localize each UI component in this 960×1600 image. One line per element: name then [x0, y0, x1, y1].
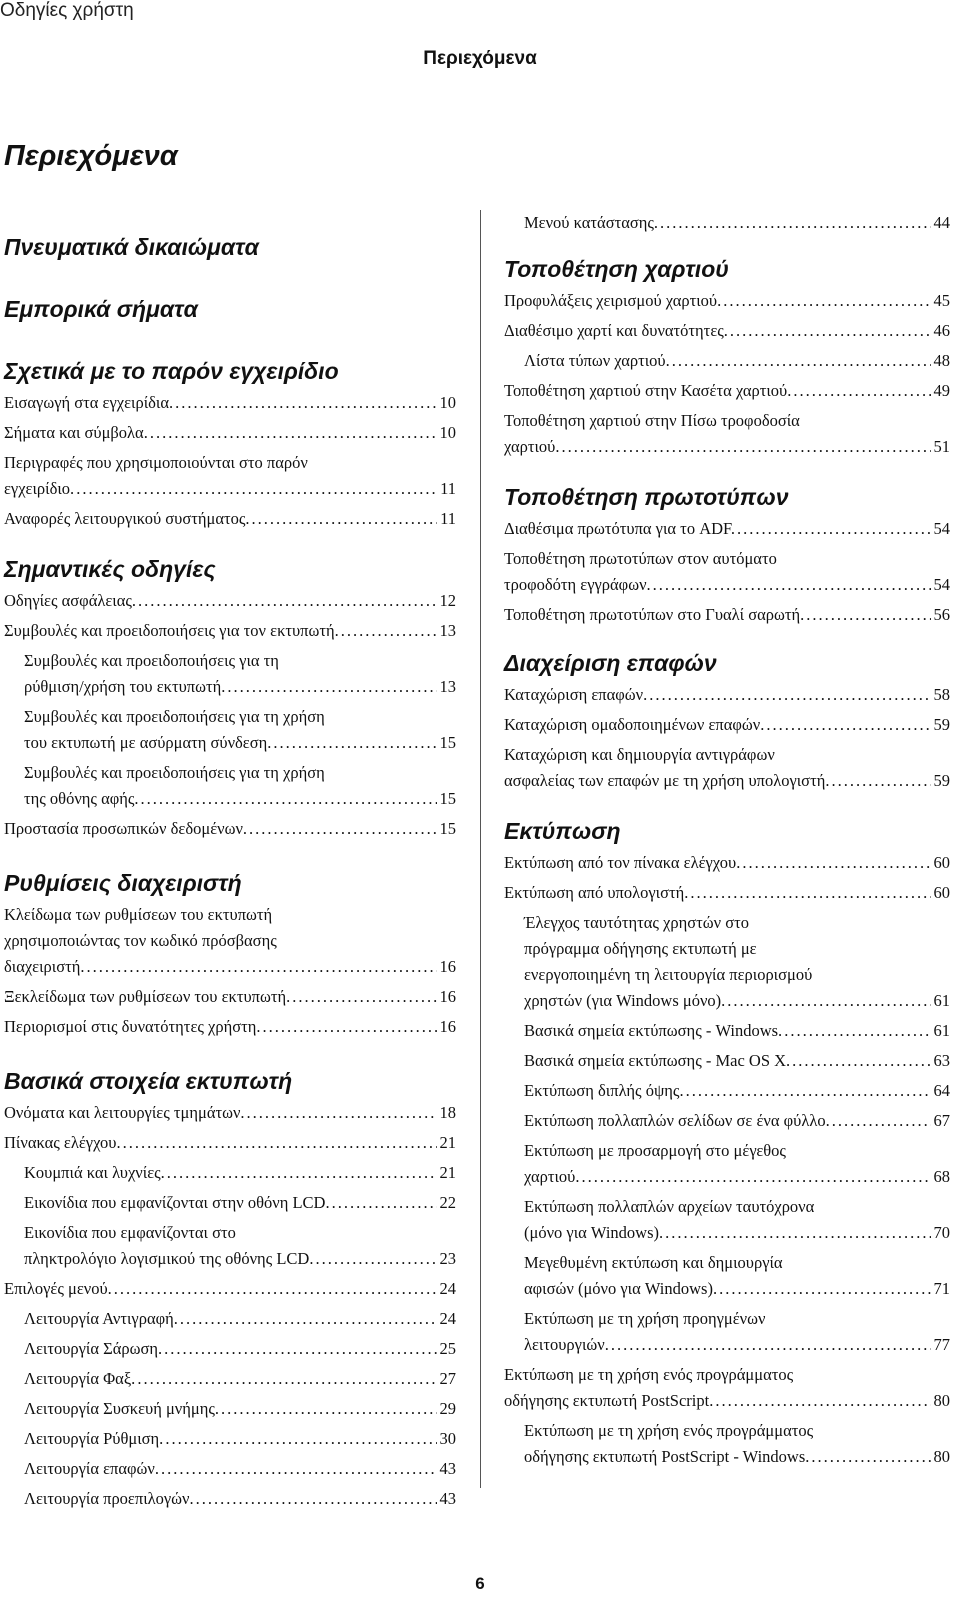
- toc-page-number: 80: [933, 1447, 950, 1466]
- toc-entry-text: Έλεγχος ταυτότητας χρηστών στο: [524, 913, 749, 932]
- toc-entry[interactable]: [4, 1456, 456, 1482]
- toc-entry-text: Εκτύπωση πολλαπλών σελίδων σε ένα φύλλο.: [524, 1111, 830, 1130]
- toc-page-number: 48: [933, 351, 950, 370]
- toc-page-number: 15: [439, 819, 456, 838]
- toc-entry-text: Συμβουλές και προειδοποιήσεις για τη χρήση: [24, 707, 325, 726]
- dot-leader: [804, 602, 930, 628]
- toc-page-number: 11: [440, 509, 456, 528]
- toc-entry[interactable]: [4, 984, 456, 1010]
- toc-entry-text: Διαθέσιμα πρωτότυπα για το ADF.: [504, 519, 735, 538]
- dot-leader: [330, 1190, 437, 1216]
- toc-entry[interactable]: [4, 1306, 456, 1332]
- toc-section-heading[interactable]: Τοποθέτηση πρωτοτύπων: [504, 484, 789, 510]
- dot-leader: [250, 506, 438, 532]
- toc-entry-text: Τοποθέτηση πρωτοτύπων στο Γυαλί σαρωτή.: [504, 605, 805, 624]
- toc-entry[interactable]: [4, 390, 456, 416]
- dot-leader: [688, 880, 930, 906]
- toc-entry[interactable]: [504, 880, 950, 906]
- toc-entry-text: Περιορισμοί στις δυνατότητες χρήστη.: [4, 1017, 261, 1036]
- toc-page-number: 54: [933, 519, 950, 538]
- dot-leader: [159, 1456, 437, 1482]
- dot-leader: [647, 682, 930, 708]
- toc-page-number: 49: [933, 381, 950, 400]
- toc-page-number: 58: [933, 685, 950, 704]
- toc-entry[interactable]: [4, 506, 456, 532]
- toc-entry[interactable]: [4, 704, 456, 756]
- toc-entry-text: ρύθμιση/χρήση του εκτυπωτή.: [24, 677, 226, 696]
- toc-page-number: 30: [439, 1429, 456, 1448]
- toc-page-number: 44: [933, 213, 950, 232]
- toc-entry-text: Κουμπιά και λυχνίες.: [24, 1163, 165, 1182]
- toc-page-number: 16: [439, 957, 456, 976]
- toc-page-number: 10: [439, 423, 456, 442]
- toc-entry[interactable]: [4, 902, 456, 980]
- toc-entry-text: του εκτυπωτή με ασύρματη σύνδεση.: [24, 733, 272, 752]
- toc-entry[interactable]: [4, 1100, 456, 1126]
- toc-entry[interactable]: [504, 408, 950, 460]
- dot-leader: [173, 390, 436, 416]
- toc-entry-text: Λειτουργία Αντιγραφή.: [24, 1309, 178, 1328]
- toc-page-number: 59: [933, 771, 950, 790]
- toc-entry-text: λειτουργιών.: [524, 1335, 609, 1354]
- dot-leader: [713, 1388, 930, 1414]
- toc-entry[interactable]: [504, 1306, 950, 1358]
- toc-page-number: 16: [439, 1017, 456, 1036]
- dot-leader: [247, 816, 436, 842]
- toc-entry-text: Εκτύπωση με τη χρήση ενός προγράμματος: [504, 1365, 794, 1384]
- dot-leader: [225, 674, 436, 700]
- toc-section-heading[interactable]: Σχετικά με το παρόν εγχειρίδιο: [4, 358, 339, 384]
- dot-leader: [663, 1220, 930, 1246]
- dot-leader: [261, 1014, 437, 1040]
- toc-page-number: 13: [439, 677, 456, 696]
- toc-entry[interactable]: [504, 850, 950, 876]
- dot-leader: [290, 984, 436, 1010]
- toc-entry-text: Μενού κατάστασης.: [524, 213, 659, 232]
- toc-page-number: 29: [439, 1399, 456, 1418]
- toc-entry[interactable]: [504, 1194, 950, 1246]
- dot-leader: [136, 588, 436, 614]
- toc-page-number: 15: [439, 733, 456, 752]
- toc-entry-text: Εικονίδια που εμφανίζονται στο: [24, 1223, 236, 1242]
- toc-page-number: 12: [439, 591, 456, 610]
- dot-leader: [658, 210, 930, 236]
- toc-entry[interactable]: [4, 1220, 456, 1272]
- page-number: 6: [475, 1574, 485, 1593]
- toc-page-number: 60: [933, 853, 950, 872]
- dot-leader: [194, 1486, 437, 1512]
- toc-entry-text: Εκτύπωση από τον πίνακα ελέγχου.: [504, 853, 741, 872]
- toc-entry-text: Τοποθέτηση χαρτιού στην Κασέτα χαρτιού.: [504, 381, 792, 400]
- dot-leader: [809, 1444, 930, 1470]
- toc-entry-text: Εισαγωγή στα εγχειρίδια.: [4, 393, 174, 412]
- toc-entry-text: της οθόνης αφής.: [24, 789, 139, 808]
- toc-entry[interactable]: [4, 1190, 456, 1216]
- toc-entry-text: οδήγησης εκτυπωτή PostScript - Windows.: [524, 1447, 810, 1466]
- toc-entry-text: Κλείδωμα των ρυθμίσεων του εκτυπωτή: [4, 905, 273, 924]
- toc-entry[interactable]: [504, 1018, 950, 1044]
- toc-entry-text: Τοποθέτηση χαρτιού στην Πίσω τροφοδοσία: [504, 411, 800, 430]
- toc-entry-text: Λειτουργία Ρύθμιση.: [24, 1429, 164, 1448]
- toc-entry-text: χρηστών (για Windows μόνο).: [524, 991, 726, 1010]
- toc-entry-text: πληκτρολόγιο λογισμικού της οθόνης LCD.: [24, 1249, 314, 1268]
- toc-entry[interactable]: [4, 1276, 456, 1302]
- toc-entry-text: Συμβουλές και προειδοποιήσεις για τη χρήση: [24, 763, 325, 782]
- toc-entry[interactable]: [4, 1426, 456, 1452]
- toc-section-heading[interactable]: Διαχείριση επαφών: [504, 650, 717, 676]
- toc-entry[interactable]: [4, 816, 456, 842]
- dot-leader: [717, 1276, 930, 1302]
- toc-entry[interactable]: [504, 210, 950, 236]
- dot-leader: [139, 786, 437, 812]
- toc-entry-text: Εκτύπωση με τη χρήση προηγμένων: [524, 1309, 766, 1328]
- toc-entry-text: Επιλογές μενού.: [4, 1279, 112, 1298]
- toc-entry-text: Συμβουλές και προειδοποιήσεις για τη: [24, 651, 279, 670]
- toc-entry-text: ασφαλείας των επαφών με τη χρήση υπολογιστή.: [504, 771, 830, 790]
- toc-entry[interactable]: [504, 682, 950, 708]
- toc-entry[interactable]: [4, 648, 456, 700]
- toc-entry-text: Λειτουργία προεπιλογών.: [24, 1489, 194, 1508]
- toc-entry[interactable]: [504, 348, 950, 374]
- toc-entry[interactable]: [504, 378, 950, 404]
- toc-page-number: 11: [440, 479, 456, 498]
- dot-leader: [735, 516, 931, 542]
- header-section-title: Περιεχόμενα: [423, 48, 537, 69]
- toc-page-number: 77: [933, 1335, 950, 1354]
- toc-page-number: 68: [933, 1167, 950, 1186]
- toc-entry-text: εγχειρίδιο.: [4, 479, 75, 498]
- toc-entry-text: Λειτουργία Συσκευή μνήμης.: [24, 1399, 220, 1418]
- toc-page-number: 43: [439, 1489, 456, 1508]
- toc-entry-text: πρόγραμμα οδήγησης εκτυπωτή με: [524, 939, 757, 958]
- toc-entry-text: Εκτύπωση με προσαρμογή στο μέγεθος: [524, 1141, 786, 1160]
- dot-leader: [764, 712, 930, 738]
- dot-leader: [85, 954, 437, 980]
- toc-entry-text: Εκτύπωση με τη χρήση ενός προγράμματος: [524, 1421, 814, 1440]
- toc-page-number: 61: [933, 991, 950, 1010]
- toc-entry[interactable]: [4, 1130, 456, 1156]
- toc-entry-text: διαχειριστή.: [4, 957, 85, 976]
- toc-entry[interactable]: [4, 1336, 456, 1362]
- toc-section-heading[interactable]: Εμπορικά σήματα: [4, 296, 198, 322]
- toc-entry-text: Μεγεθυμένη εκτύπωση και δημιουργία: [524, 1253, 783, 1272]
- dot-leader: [162, 1336, 436, 1362]
- dot-leader: [313, 1246, 436, 1272]
- toc-entry-text: Λειτουργία Σάρωση.: [24, 1339, 163, 1358]
- dot-leader: [178, 1306, 437, 1332]
- toc-entry[interactable]: [504, 546, 950, 598]
- toc-entry-text: Ξεκλείδωμα των ρυθμίσεων του εκτυπωτή.: [4, 987, 291, 1006]
- toc-entry-text: Λίστα τύπων χαρτιού.: [524, 351, 670, 370]
- toc-page-number: 67: [933, 1111, 950, 1130]
- toc-entry[interactable]: [4, 588, 456, 614]
- toc-page-number: 54: [933, 575, 950, 594]
- toc-entry-text: Εικονίδια που εμφανίζονται στην οθόνη LCD.: [24, 1193, 330, 1212]
- toc-section-heading[interactable]: Πνευματικά δικαιώματα: [4, 234, 259, 260]
- toc-entry-text: ενεργοποιημένη τη λειτουργία περιορισμού: [524, 965, 813, 984]
- dot-leader: [684, 1078, 931, 1104]
- dot-leader: [559, 434, 930, 460]
- dot-leader: [245, 1100, 437, 1126]
- toc-page-number: 27: [439, 1369, 456, 1388]
- dot-leader: [791, 378, 930, 404]
- dot-leader: [829, 768, 930, 794]
- dot-leader: [609, 1332, 931, 1358]
- toc-page-number: 24: [439, 1309, 456, 1328]
- dot-leader: [135, 1366, 436, 1392]
- toc-entry-text: Τοποθέτηση πρωτοτύπων στον αυτόματο: [504, 549, 777, 568]
- dot-leader: [579, 1164, 930, 1190]
- toc-entry[interactable]: [504, 1108, 950, 1134]
- toc-entry[interactable]: [504, 288, 950, 314]
- toc-entry-text: Σήματα και σύμβολα.: [4, 423, 148, 442]
- toc-page-number: 24: [439, 1279, 456, 1298]
- toc-entry-text: Καταχώριση επαφών.: [504, 685, 648, 704]
- toc-page-number: 51: [933, 437, 950, 456]
- toc-page-number: 23: [439, 1249, 456, 1268]
- toc-page-number: 70: [933, 1223, 950, 1242]
- toc-entry[interactable]: [504, 602, 950, 628]
- toc-entry[interactable]: [504, 1250, 950, 1302]
- dot-leader: [728, 318, 931, 344]
- dot-leader: [830, 1108, 931, 1134]
- toc-entry[interactable]: [4, 1366, 456, 1392]
- toc-entry-text: Πίνακας ελέγχου.: [4, 1133, 121, 1152]
- dot-leader: [112, 1276, 437, 1302]
- dot-leader: [165, 1160, 437, 1186]
- dot-leader: [271, 730, 436, 756]
- toc-page-number: 15: [439, 789, 456, 808]
- dot-leader: [339, 618, 437, 644]
- toc-page-number: 61: [933, 1021, 950, 1040]
- dot-leader: [740, 850, 930, 876]
- toc-page-number: 43: [439, 1459, 456, 1478]
- toc-page-number: 18: [439, 1103, 456, 1122]
- toc-entry-text: Εκτύπωση από υπολογιστή.: [504, 883, 689, 902]
- toc-entry-text: Λειτουργία επαφών.: [24, 1459, 159, 1478]
- dot-leader: [121, 1130, 437, 1156]
- toc-right-column: [504, 210, 950, 1474]
- toc-page-number: 60: [933, 883, 950, 902]
- toc-entry-text: Περιγραφές που χρησιμοποιούνται στο παρόν: [4, 453, 308, 472]
- toc-page-number: 16: [439, 987, 456, 1006]
- toc-entry[interactable]: [504, 1048, 950, 1074]
- toc-entry[interactable]: [504, 1138, 950, 1190]
- toc-entry-text: χαρτιού.: [504, 437, 560, 456]
- toc-page-number: 80: [933, 1391, 950, 1410]
- toc-entry[interactable]: [4, 1160, 456, 1186]
- toc-entry-text: Προστασία προσωπικών δεδομένων.: [4, 819, 248, 838]
- toc-entry[interactable]: [4, 450, 456, 502]
- toc-page-number: 46: [933, 321, 950, 340]
- toc-section-heading[interactable]: Εκτύπωση: [504, 818, 621, 844]
- toc-entry-text: Λειτουργία Φαξ.: [24, 1369, 136, 1388]
- toc-page-number: 21: [439, 1133, 456, 1152]
- toc-entry[interactable]: [4, 618, 456, 644]
- toc-entry-text: χρησιμοποιώντας τον κωδικό πρόσβασης: [4, 931, 277, 950]
- dot-leader: [725, 988, 930, 1014]
- toc-section-heading[interactable]: Βασικά στοιχεία εκτυπωτή: [4, 1068, 293, 1094]
- dot-leader: [651, 572, 931, 598]
- toc-section-heading[interactable]: Σημαντικές οδηγίες: [4, 556, 216, 582]
- toc-entry-text: χαρτιού.: [524, 1167, 580, 1186]
- toc-entry-text: Αναφορές λειτουργικού συστήματος.: [4, 509, 250, 528]
- dot-leader: [790, 1048, 930, 1074]
- toc-entry-text: Προφυλάξεις χειρισμού χαρτιού.: [504, 291, 722, 310]
- toc-entry[interactable]: [4, 1014, 456, 1040]
- toc-entry[interactable]: [4, 760, 456, 812]
- toc-page-number: 45: [933, 291, 950, 310]
- toc-page-number: 22: [439, 1193, 456, 1212]
- toc-entry[interactable]: [4, 1396, 456, 1422]
- toc-entry[interactable]: [4, 420, 456, 446]
- toc-page-number: 13: [439, 621, 456, 640]
- toc-entry-text: Ονόματα και λειτουργίες τμημάτων.: [4, 1103, 245, 1122]
- dot-leader: [670, 348, 931, 374]
- toc-entry-text: Εκτύπωση διπλής όψης.: [524, 1081, 684, 1100]
- page-title: Περιεχόμενα: [4, 140, 178, 172]
- toc-page-number: 71: [933, 1279, 950, 1298]
- running-header: Οδηγίες χρήστη: [0, 0, 134, 21]
- toc-entry-text: τροφοδότη εγγράφων.: [504, 575, 651, 594]
- toc-entry-text: Εκτύπωση πολλαπλών αρχείων ταυτόχρονα: [524, 1197, 815, 1216]
- toc-left-column: [4, 210, 456, 1516]
- dot-leader: [782, 1018, 930, 1044]
- toc-entry-text: Βασικά σημεία εκτύπωσης - Windows.: [524, 1021, 783, 1040]
- toc-entry[interactable]: [4, 1486, 456, 1512]
- toc-entry[interactable]: [504, 1362, 950, 1414]
- toc-entry[interactable]: [504, 742, 950, 794]
- toc-entry-text: Καταχώριση και δημιουργία αντιγράφων: [504, 745, 775, 764]
- toc-entry-text: Βασικά σημεία εκτύπωσης - Mac OS X.: [524, 1051, 791, 1070]
- toc-entry-text: Καταχώριση ομαδοποιημένων επαφών.: [504, 715, 765, 734]
- dot-leader: [74, 476, 437, 502]
- toc-entry-text: αφισών (μόνο για Windows).: [524, 1279, 718, 1298]
- toc-entry[interactable]: [504, 1418, 950, 1470]
- toc-entry-text: Συμβουλές και προειδοποιήσεις για τον εκτυπωτή.: [4, 621, 339, 640]
- dot-leader: [148, 420, 437, 446]
- dot-leader: [721, 288, 930, 314]
- toc-entry-text: οδήγησης εκτυπωτή PostScript.: [504, 1391, 714, 1410]
- toc-page-number: 21: [439, 1163, 456, 1182]
- toc-section-heading[interactable]: Τοποθέτηση χαρτιού: [504, 256, 729, 282]
- toc-page-number: 56: [933, 605, 950, 624]
- dot-leader: [163, 1426, 436, 1452]
- toc-entry[interactable]: [504, 318, 950, 344]
- toc-page-number: 63: [933, 1051, 950, 1070]
- toc-section-heading[interactable]: Ρυθμίσεις διαχειριστή: [4, 870, 242, 896]
- toc-entry[interactable]: [504, 712, 950, 738]
- toc-page-number: 64: [933, 1081, 950, 1100]
- toc-page-number: 25: [439, 1339, 456, 1358]
- column-divider: [480, 210, 481, 1488]
- toc-entry-text: Οδηγίες ασφάλειας.: [4, 591, 137, 610]
- dot-leader: [219, 1396, 436, 1422]
- toc-entry-text: (μόνο για Windows).: [524, 1223, 664, 1242]
- toc-entry[interactable]: [504, 910, 950, 1014]
- toc-page-number: 59: [933, 715, 950, 734]
- toc-page-number: 10: [439, 393, 456, 412]
- toc-entry[interactable]: [504, 1078, 950, 1104]
- toc-entry[interactable]: [504, 516, 950, 542]
- toc-entry-text: Διαθέσιμο χαρτί και δυνατότητες.: [504, 321, 728, 340]
